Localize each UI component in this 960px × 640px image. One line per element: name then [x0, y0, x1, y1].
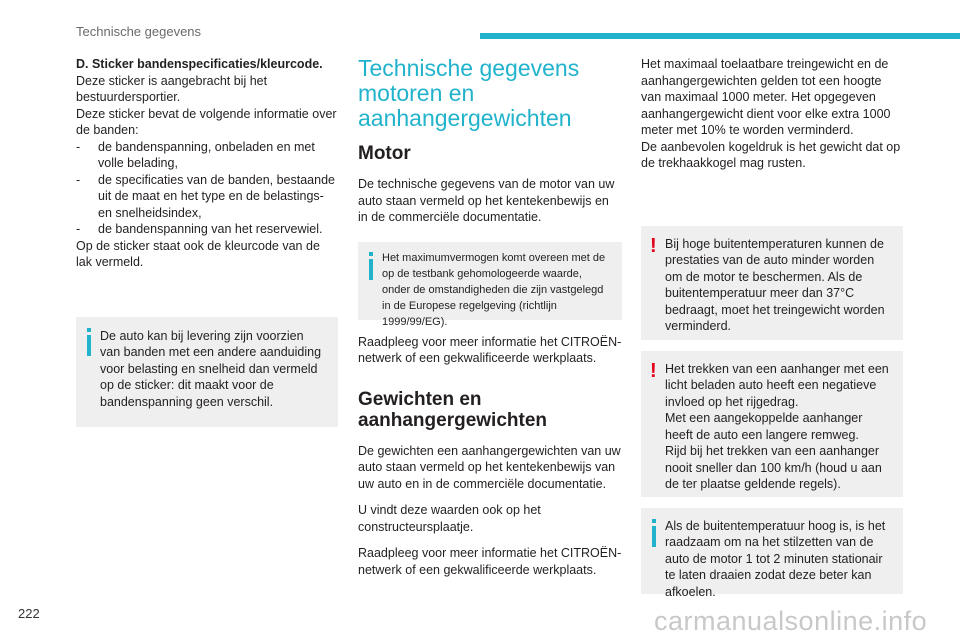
watermark: carmanualsonline.info — [654, 606, 928, 636]
motor-text: De technische gegevens van de motor van uw auto staan vermeld op het kentekenbewijs en in de commerciële documentatie. — [358, 177, 615, 224]
page-header-title: Technische gegevens — [76, 24, 202, 39]
sticker-intro: Deze sticker is aangebracht bij het bestuurdersportier. — [76, 73, 268, 104]
info-icon — [84, 328, 94, 356]
warning-note-trailer — [641, 351, 903, 497]
note-text: Het trekken van een aanhanger met een licht beladen auto heeft een negatieve invloed op het rijgedrag. — [665, 361, 889, 409]
list-item: - de bandenspanning, onbeladen en met volle belading, — [76, 139, 338, 172]
section-title: Technische gegevens motoren en aanhangergewichten — [358, 55, 580, 131]
towing-limits: Het maximaal toelaatbare treingewicht en de aanhangergewichten gelden tot een hoogte van maximaal 1000 meter. Het opgegeven aanhangergewicht dient voor elke extra 1000 meter met 10% te worden verminderd. — [641, 57, 891, 137]
exclamation-icon: ! — [650, 234, 657, 257]
note-text: Als de buitentemperatuur hoog is, is het raadzaam om na het stilzetten van de auto de motor 1 tot 2 minuten stationair te laten draaien zodat deze beter kan afkoelen. — [665, 518, 886, 599]
sticker-heading: D. Sticker bandenspecificaties/kleurcode. — [76, 57, 323, 71]
exclamation-icon: ! — [650, 359, 657, 382]
weights-heading: Gewichten en aanhangergewichten — [358, 388, 547, 431]
towball-load: De aanbevolen kogeldruk is het gewicht dat op de trekhaakkogel mag rusten. — [641, 139, 901, 170]
weights-text: De gewichten een aanhangergewichten van uw auto staan vermeld op het kentekenbewijs van uw auto en in de commerciële documentatie. — [358, 443, 621, 491]
info-icon — [366, 252, 376, 280]
motor-heading: Motor — [358, 143, 411, 164]
motor-reference: Raadpleeg voor meer informatie het CITROËN-netwerk of een gekwalificeerde werkplaats. — [358, 334, 622, 365]
list-item: - de bandenspanning van het reservewiel. — [76, 221, 338, 238]
weights-reference: Raadpleeg voor meer informatie het CITROËN-netwerk of een gekwalificeerde werkplaats. — [358, 546, 622, 577]
column-middle — [358, 56, 622, 578]
weights-plate: U vindt deze waarden ook op het constructeursplaatje. — [358, 503, 541, 534]
info-icon — [649, 519, 659, 547]
sticker-list-intro: Deze sticker bevat de volgende informatie over de banden: — [76, 106, 337, 137]
note-text: Het maximumvermogen komt overeen met de op de testbank gehomologeerde waarde, onder de omstandigheden die zijn vastgelegd in de Europese regelgeving (richtlijn 1999/99/EG). — [382, 251, 606, 328]
sticker-info-list — [76, 139, 338, 238]
note-text: Met een aangekoppelde aanhanger heeft de auto een langere remweg. — [665, 411, 863, 442]
note-text: De auto kan bij levering zijn voorzien van banden met een andere aanduiding voor belasting en snelheid dan vermeld op de sticker: dit maakt voor de bandenspanning geen verschil. — [100, 328, 322, 409]
column-left — [76, 56, 338, 427]
note-text: Rijd bij het trekken van een aanhanger nooit sneller dan 100 km/h (houd u aan de ter plaatse geldende regels). — [665, 444, 882, 491]
header-accent-bar — [480, 33, 960, 39]
column-right — [641, 56, 903, 599]
info-note-tyres — [76, 317, 338, 427]
note-text: Bij hoge buitentemperaturen kunnen de prestaties van de auto minder worden om de motor te beschermen. Als de buitentemperatuur meer dan 37°C bedraagt, moet het treingewicht worden verminderd. — [665, 236, 885, 333]
warning-note-heat — [641, 226, 903, 340]
page-number: 222 — [18, 606, 40, 621]
info-note-cooling — [641, 508, 903, 599]
info-note-power — [358, 242, 622, 328]
list-item: - de specificaties van de banden, bestaande uit de maat en het type en de belastings- en snelheidsindex, — [76, 172, 338, 222]
sticker-outro: Op de sticker staat ook de kleurcode van de lak vermeld. — [76, 238, 320, 269]
